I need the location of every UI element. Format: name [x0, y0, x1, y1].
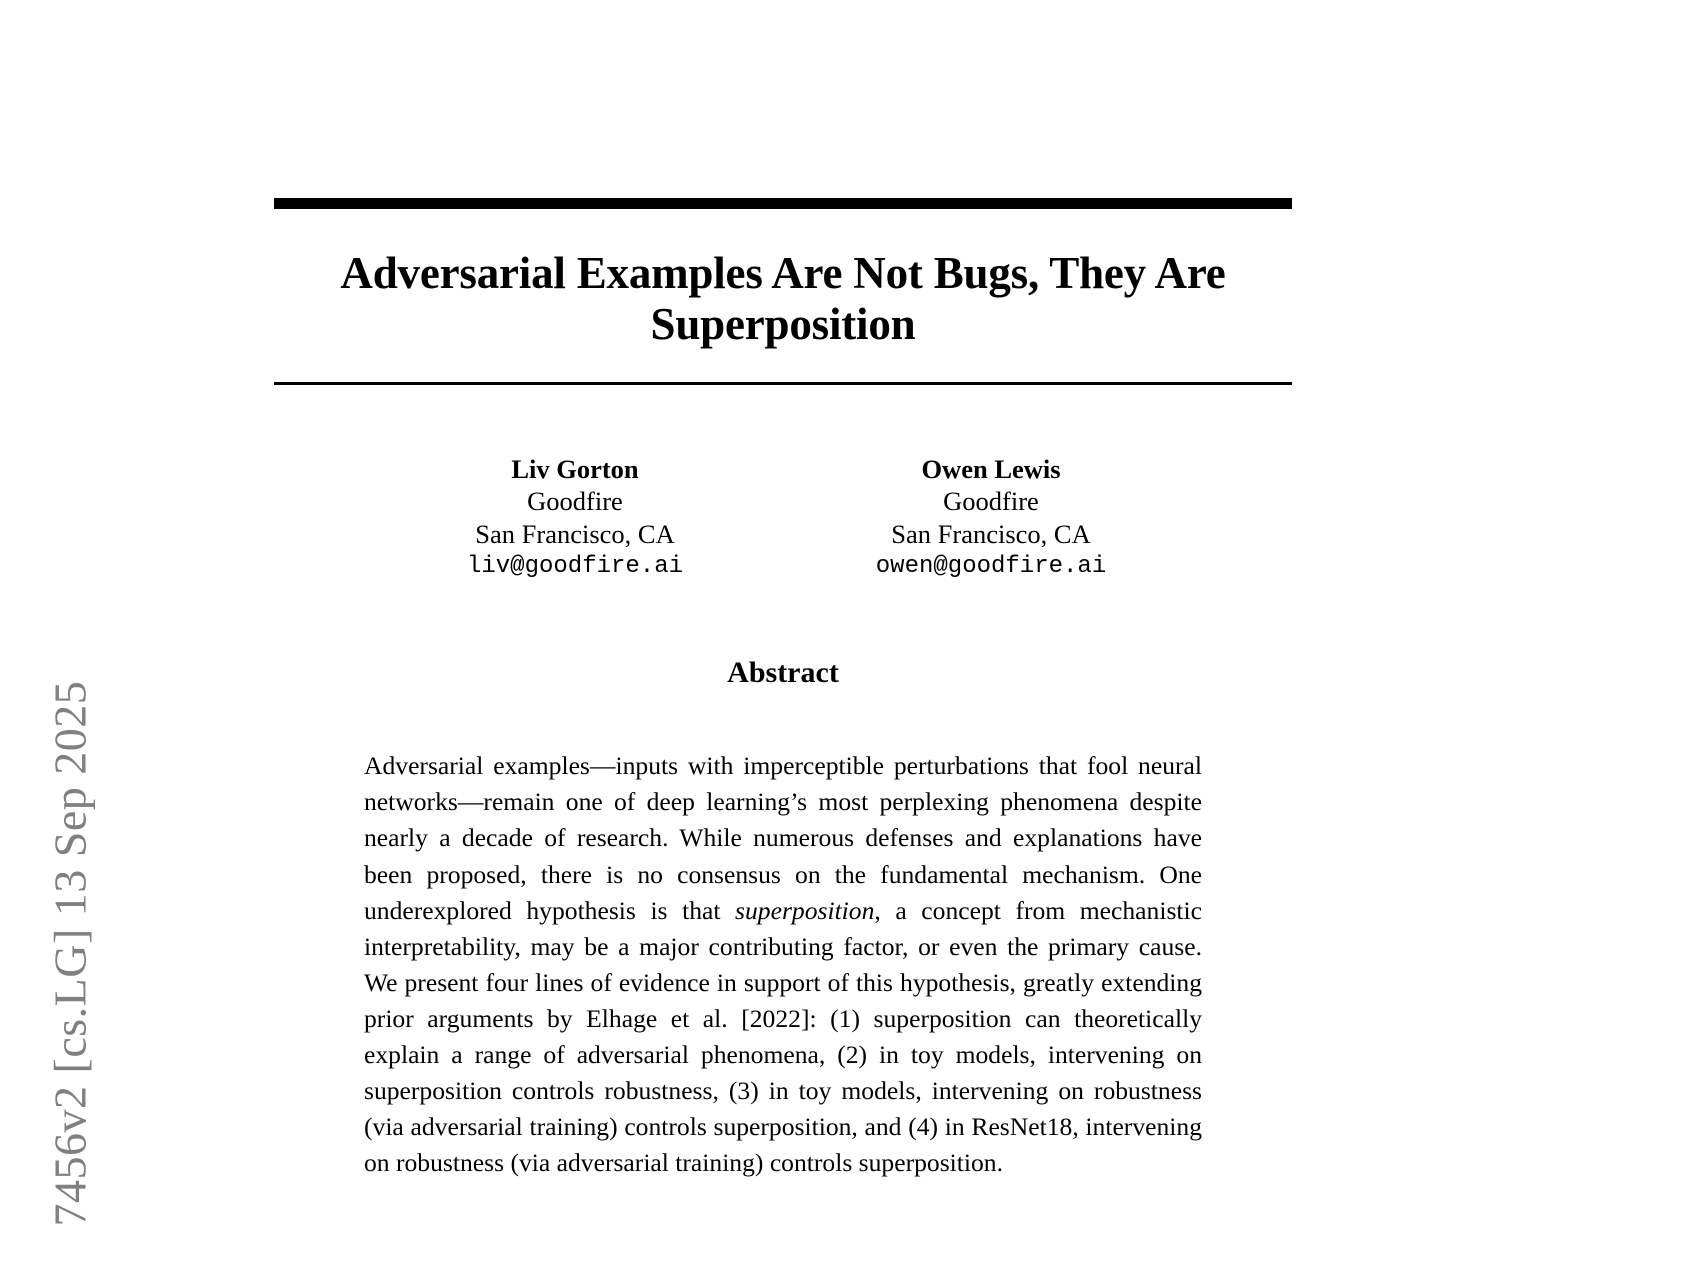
author-email[interactable]: owen@goodfire.ai	[875, 553, 1107, 581]
abstract-text-part2: , a concept from mechanistic interpretability, may be a major contributing factor, or even the primary cause. We present four lines of evidence in support of this hypothesis, greatly extending prior arguments by Elhage et al. [2022]: (1) superposition can theoretically explain a range of adversarial phenomena, (2) in toy models, intervening on superposition controls robustness, (3) in toy models, intervening on robustness (via adversarial training) controls superposition, and (4) in ResNet18, intervening on robustness (via adversarial training) controls superposition.	[364, 895, 1202, 1178]
author-email[interactable]: liv@goodfire.ai	[466, 553, 684, 581]
paper-content-column	[274, 0, 1292, 1181]
title-rule-bottom	[274, 382, 1292, 385]
abstract-body	[364, 748, 1202, 1181]
author-block	[425, 455, 725, 581]
author-list	[274, 455, 1292, 581]
author-affiliation: Goodfire	[527, 486, 623, 517]
title-rule-top	[274, 198, 1292, 209]
abstract-text-part1: Adversarial examples—inputs with imperceptible perturbations that fool neural networks—remain one of deep learning’s most perplexing phenomena despite nearly a decade of research. While numerous defenses and explanations have been proposed, there is no consensus on the fundamental mechanism. One underexplored hypothesis is that	[364, 751, 1202, 925]
author-affiliation: Goodfire	[943, 486, 1039, 517]
author-location: San Francisco, CA	[891, 518, 1091, 549]
author-block	[841, 455, 1141, 581]
author-name: Owen Lewis	[921, 453, 1061, 484]
author-name: Liv Gorton	[511, 453, 639, 484]
arxiv-stamp	[0, 0, 120, 1275]
abstract-emphasis-superposition: superposition	[735, 895, 875, 925]
page-title: Adversarial Examples Are Not Bugs, They Are Superposition	[340, 248, 1226, 350]
arxiv-stamp-text: 7456v2 [cs.LG] 13 Sep 2025	[44, 680, 96, 1227]
title-block	[274, 209, 1292, 382]
abstract-heading: Abstract	[727, 656, 839, 690]
author-location: San Francisco, CA	[475, 518, 675, 549]
